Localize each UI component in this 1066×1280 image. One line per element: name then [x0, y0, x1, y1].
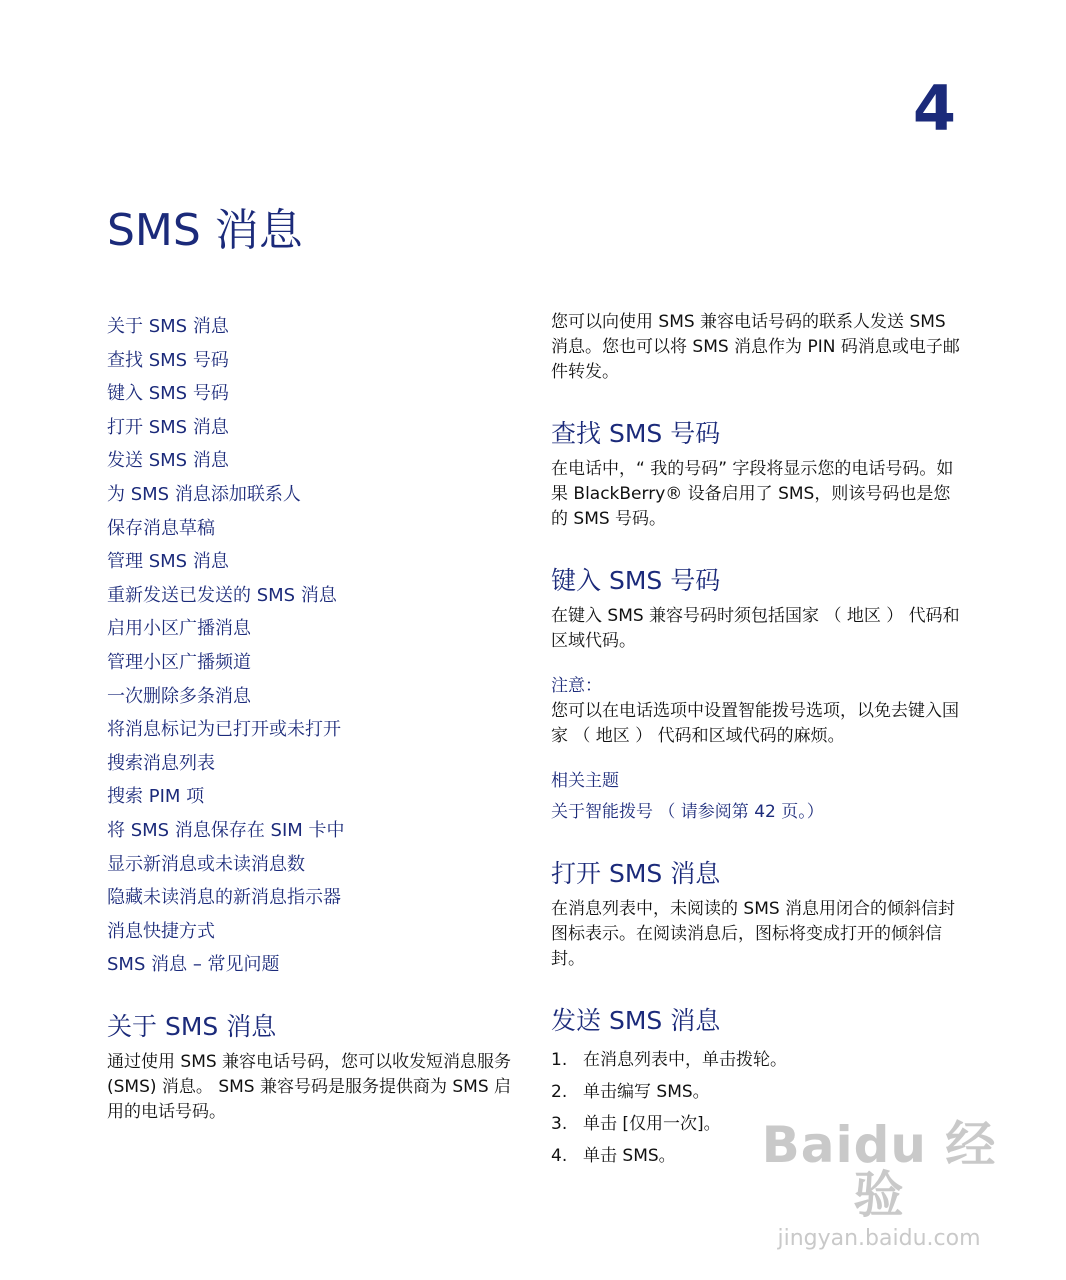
note-label: 注意： [551, 676, 602, 696]
toc-link-save-draft[interactable]: 保存消息草稿 [107, 517, 215, 539]
watermark-logo: Baidu 经验 [761, 1116, 997, 1224]
section-heading: 键入 SMS 号码 [551, 566, 721, 595]
toc-link-about-sms[interactable]: 关于 SMS 消息 [107, 316, 229, 337]
step-number: 1. [551, 1050, 568, 1070]
toc-link-hide-indicator[interactable]: 隐藏未读消息的新消息指示器 [107, 887, 341, 909]
table-of-contents [107, 310, 527, 982]
section-about-sms [107, 1012, 527, 1125]
section-heading: 查找 SMS 号码 [551, 419, 721, 448]
right-column [551, 310, 961, 1172]
section-text: 在消息列表中，未阅读的 SMS 消息用闭合的倾斜信封图标表示。在阅读消息后，图标将变成打开的倾斜信封。 [551, 899, 956, 969]
intro-text: 您可以向使用 SMS 兼容电话号码的联系人发送 SMS 消息。您也可以将 SMS 消息作为 PIN 码消息或电子邮件转发。 [551, 312, 960, 382]
section-text: 在电话中，“ 我的号码” 字段将显示您的电话号码。如果 BlackBerry® 设备启用了 SMS，则该号码也是您的 SMS 号码。 [551, 459, 954, 529]
toc-link-delete-multiple[interactable]: 一次删除多条消息 [107, 685, 251, 707]
toc-link-find-number[interactable]: 查找 SMS 号码 [107, 349, 229, 371]
chapter-title: SMS 消息 [107, 205, 303, 256]
watermark-url: jingyan.baidu.com [777, 1226, 981, 1251]
toc-link-manage-broadcast-channels[interactable]: 管理小区广播频道 [107, 651, 251, 673]
section-type-number [551, 566, 961, 825]
toc-link-resend-message[interactable]: 重新发送已发送的 SMS 消息 [107, 584, 337, 606]
left-column [107, 310, 527, 1125]
section-heading: 发送 SMS 消息 [551, 1006, 721, 1035]
toc-link-faq[interactable]: SMS 消息 – 常见问题 [107, 954, 280, 976]
toc-link-type-number[interactable]: 键入 SMS 号码 [107, 383, 229, 405]
toc-link-shortcuts[interactable]: 消息快捷方式 [107, 920, 215, 942]
chapter-number: 4 [912, 72, 956, 145]
step-text: 单击编写 SMS。 [583, 1082, 710, 1102]
step-item [551, 1076, 961, 1108]
related-topic-link[interactable]: 关于智能拨号 （ 请参阅第 42 页。） [551, 802, 824, 822]
step-text: 在消息列表中，单击拨轮。 [583, 1050, 787, 1070]
related-topics-label: 相关主题 [551, 771, 619, 791]
section-find-number [551, 419, 961, 532]
toc-link-add-contact[interactable]: 为 SMS 消息添加联系人 [107, 483, 301, 505]
section-heading: 关于 SMS 消息 [107, 1011, 277, 1041]
section-heading: 打开 SMS 消息 [551, 859, 721, 888]
toc-link-search-messages[interactable]: 搜索消息列表 [107, 752, 215, 774]
toc-link-open-message[interactable]: 打开 SMS 消息 [107, 416, 229, 438]
toc-link-send-message[interactable]: 发送 SMS 消息 [107, 450, 229, 472]
step-text: 单击 [仅用一次]。 [583, 1114, 721, 1134]
step-number: 3. [551, 1114, 568, 1134]
section-text: 在键入 SMS 兼容号码时须包括国家 （ 地区 ） 代码和区域代码。 [551, 606, 960, 651]
step-item [551, 1044, 961, 1076]
step-text: 单击 SMS。 [583, 1146, 676, 1166]
section-open-message [551, 859, 961, 972]
toc-link-save-to-sim[interactable]: 将 SMS 消息保存在 SIM 卡中 [107, 819, 345, 841]
toc-link-search-pim[interactable]: 搜索 PIM 项 [107, 786, 205, 808]
section-text: 通过使用 SMS 兼容电话号码，您可以收发短消息服务 (SMS) 消息。 SMS 兼容号码是服务提供商为 SMS 启用的电话号码。 [107, 1051, 512, 1122]
baidu-watermark [754, 1116, 1004, 1251]
step-number: 4. [551, 1146, 568, 1166]
note-text: 您可以在电话选项中设置智能拨号选项，以免去键入国家 （ 地区 ） 代码和区域代码的麻烦。 [551, 701, 959, 746]
toc-link-enable-cell-broadcast[interactable]: 启用小区广播消息 [107, 618, 251, 640]
toc-link-mark-opened[interactable]: 将消息标记为已打开或未打开 [107, 719, 341, 741]
step-number: 2. [551, 1082, 568, 1102]
toc-link-show-unread-count[interactable]: 显示新消息或未读消息数 [107, 853, 305, 875]
toc-link-manage-messages[interactable]: 管理 SMS 消息 [107, 551, 229, 573]
